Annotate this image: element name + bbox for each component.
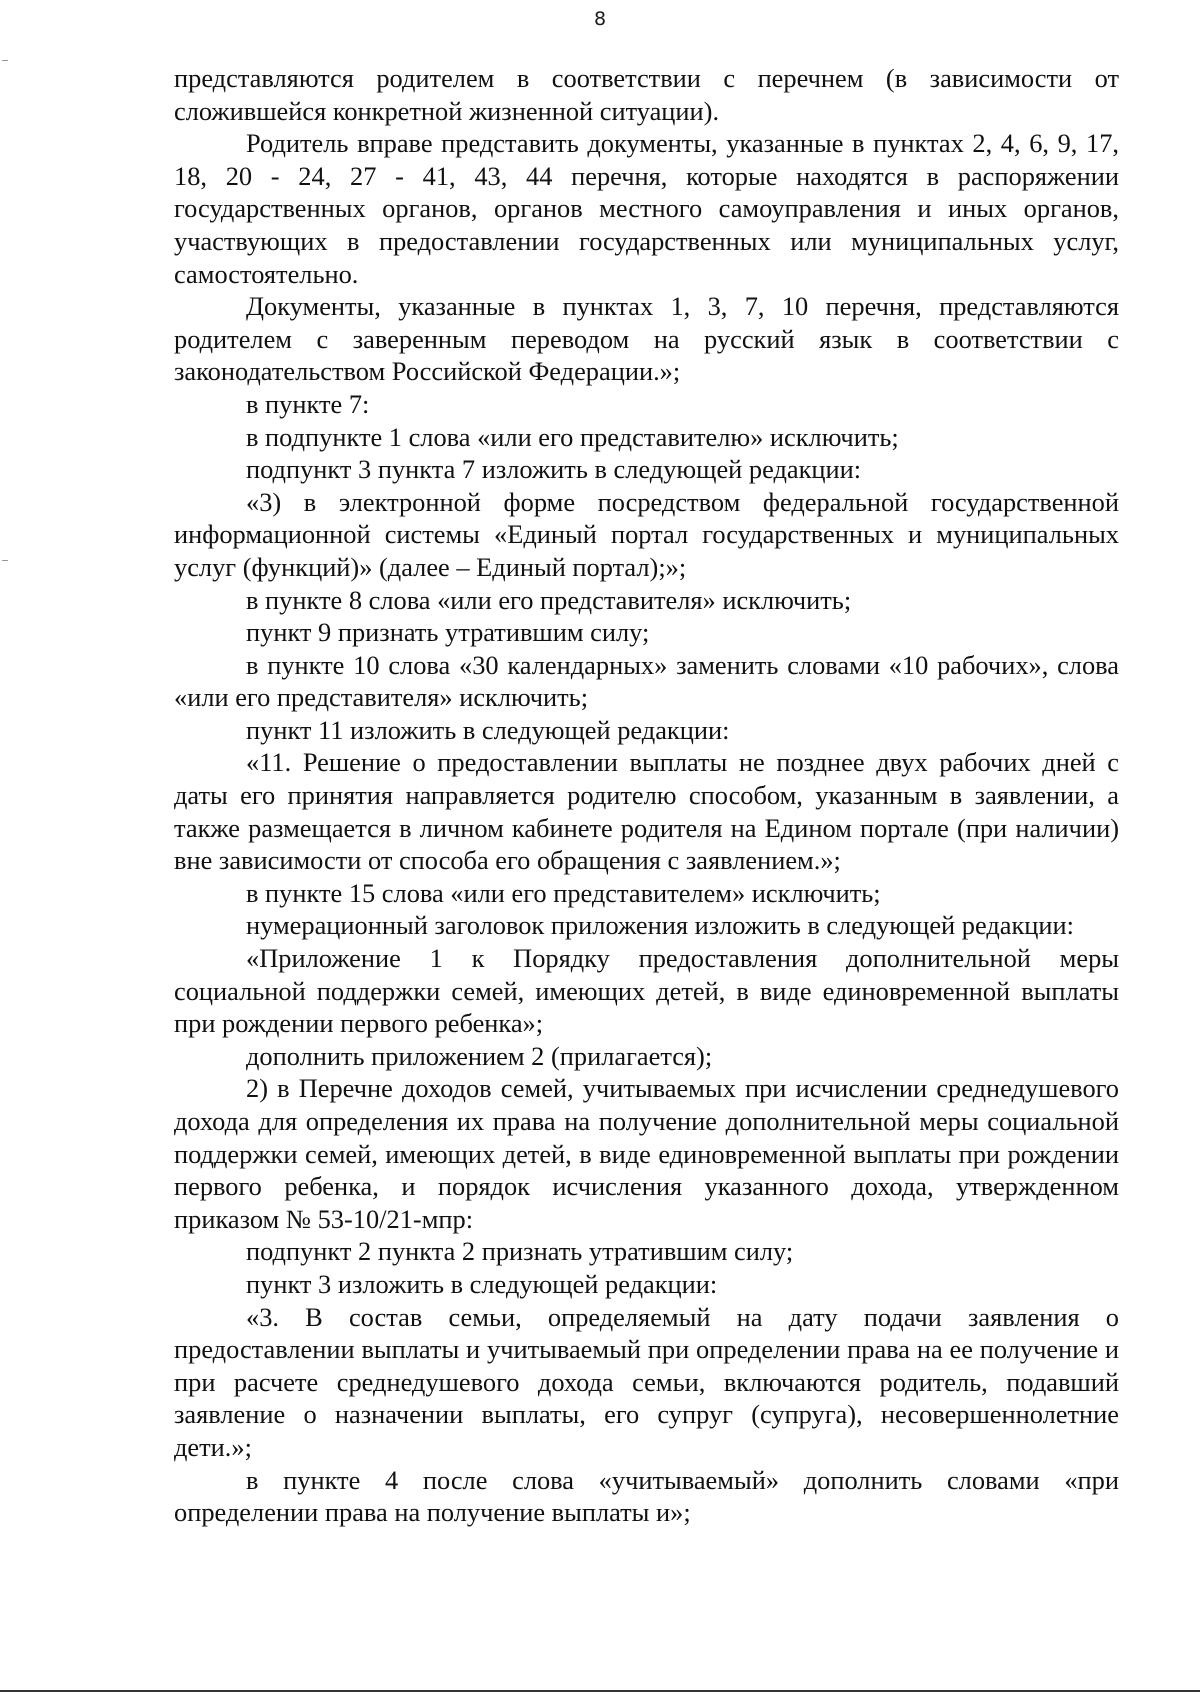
paragraph: «Приложение 1 к Порядку предоставления дополнительной меры социальной поддержки семей, имеющих детей, в виде единовременной выплаты при рождении первого ребенка»; bbox=[174, 943, 1119, 1039]
scan-margin-mark bbox=[2, 60, 8, 61]
paragraph: дополнить приложением 2 (прилагается); bbox=[246, 1040, 713, 1071]
paragraph: нумерационный заголовок приложения изложить в следующей редакции: bbox=[246, 910, 1074, 941]
paragraph: пункт 9 признать утратившим силу; bbox=[246, 617, 650, 648]
paragraph: пункт 3 изложить в следующей редакции: bbox=[246, 1268, 718, 1299]
paragraph: «3. В состав семьи, определяемый на дату подачи заявления о предоставлении выплаты и учитываемый при определении права на ее получение и при расчете среднедушевого дохода семьи, включаются родитель, подавший заявление о назначении выплаты, его супруг (супруга), несовершеннолетние дети.»; bbox=[174, 1301, 1119, 1462]
document-body bbox=[174, 62, 1119, 1529]
paragraph: подпункт 2 пункта 2 признать утратившим силу; bbox=[246, 1236, 794, 1267]
paragraph: «3) в электронной форме посредством федеральной государственной информационной системы «Единый портал государственных и муниципальных услуг (функций)» (далее – Единый портал);»; bbox=[174, 486, 1119, 582]
paragraph: представляются родителем в соответствии с перечнем (в зависимости от сложившейся конкретной жизненной ситуации). bbox=[174, 63, 1119, 126]
paragraph: 2) в Перечне доходов семей, учитываемых при исчислении среднедушевого дохода для определения их права на получение дополнительной меры социальной поддержки семей, имеющих детей, в виде единовременной выплаты при рождении первого ребенка, и порядок исчисления указанного дохода, утвержденном приказом № 53-10/21-мпр: bbox=[174, 1073, 1119, 1234]
paragraph: в подпункте 1 слова «или его представителю» исключить; bbox=[246, 421, 899, 452]
paragraph: в пункте 8 слова «или его представителя» исключить; bbox=[246, 584, 852, 615]
paragraph: пункт 11 изложить в следующей редакции: bbox=[246, 714, 730, 745]
paragraph: Родитель вправе представить документы, указанные в пунктах 2, 4, 6, 9, 17, 18, 20 - 24, 27 - 41, 43, 44 перечня, которые находятся в распоряжении государственных органов, органов местного самоуправления и иных органов, участвующих в предоставлении государственных или муниципальных услуг, самостоятельно. bbox=[174, 128, 1119, 289]
page-bottom-edge bbox=[0, 1690, 1200, 1692]
paragraph: в пункте 15 слова «или его представителем» исключить; bbox=[246, 877, 881, 908]
paragraph: подпункт 3 пункта 7 изложить в следующей редакции: bbox=[246, 454, 862, 485]
paragraph: «11. Решение о предоставлении выплаты не позднее двух рабочих дней с даты его принятия направляется родителю способом, указанным в заявлении, а также размещается в личном кабинете родителя на Едином портале (при наличии) вне зависимости от способа его обращения с заявлением.»; bbox=[174, 747, 1119, 876]
paragraph: в пункте 10 слова «30 календарных» заменить словами «10 рабочих», слова «или его представителя» исключить; bbox=[174, 649, 1119, 713]
page-number: 8 bbox=[593, 8, 607, 30]
paragraph: в пункте 7: bbox=[246, 388, 370, 419]
paragraph: Документы, указанные в пунктах 1, 3, 7, 10 перечня, представляются родителем с заверенным переводом на русский язык в соответствии с законодательством Российской Федерации.»; bbox=[174, 291, 1119, 387]
paragraph: в пункте 4 после слова «учитываемый» дополнить словами «при определении права на получение выплаты и»; bbox=[174, 1464, 1119, 1528]
scan-margin-mark bbox=[2, 560, 8, 561]
